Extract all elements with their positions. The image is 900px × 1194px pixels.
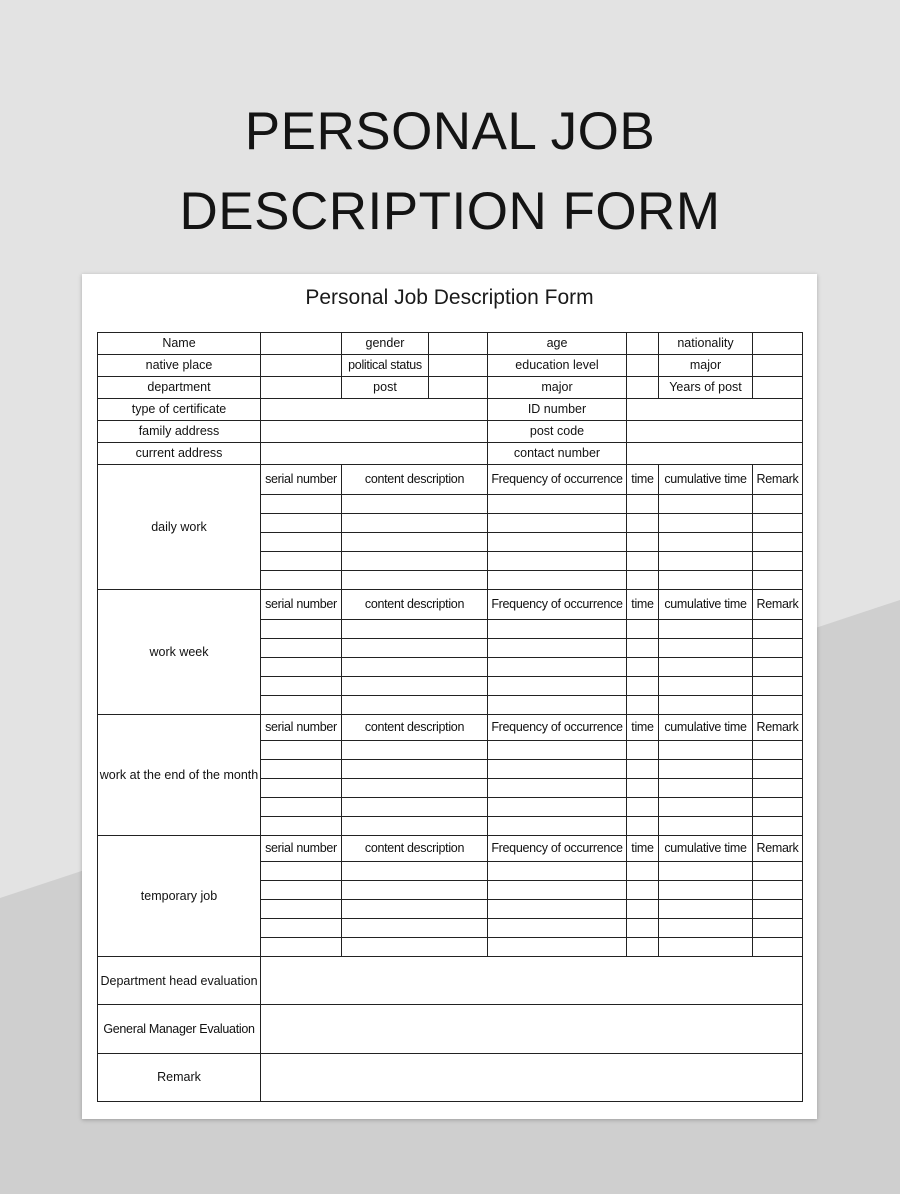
label-family-address: family address xyxy=(98,421,261,443)
field-family-address[interactable] xyxy=(261,421,488,443)
info-row-6 xyxy=(98,443,803,465)
entry-cell-frequency-of-occurrence[interactable] xyxy=(488,533,627,552)
entry-cell-remark[interactable] xyxy=(753,919,803,938)
label-department: department xyxy=(98,377,261,399)
entry-cell-content-description[interactable] xyxy=(342,571,488,590)
entry-cell-remark[interactable] xyxy=(753,514,803,533)
entry-cell-content-description[interactable] xyxy=(342,696,488,715)
entry-cell-frequency-of-occurrence[interactable] xyxy=(488,514,627,533)
column-header-serial-number: serial number xyxy=(261,465,342,495)
label-general-manager-evaluation: General Manager Evaluation xyxy=(98,1005,261,1054)
column-header-time: time xyxy=(627,590,659,620)
entry-cell-serial-number[interactable] xyxy=(261,495,342,514)
info-row-1 xyxy=(98,333,803,355)
entry-cell-serial-number[interactable] xyxy=(261,900,342,919)
column-header-time: time xyxy=(627,836,659,862)
section-label: work at the end of the month xyxy=(98,715,261,836)
field-major[interactable] xyxy=(753,355,803,377)
section-label: daily work xyxy=(98,465,261,590)
label-political-status: political status xyxy=(342,355,429,377)
entry-cell-cumulative-time[interactable] xyxy=(659,552,753,571)
label-type-of-certificate: type of certificate xyxy=(98,399,261,421)
entry-cell-frequency-of-occurrence[interactable] xyxy=(488,639,627,658)
page-heading xyxy=(0,92,900,252)
column-header-content-description: content description xyxy=(342,715,488,741)
field-post-code[interactable] xyxy=(627,421,803,443)
entry-cell-serial-number[interactable] xyxy=(261,533,342,552)
field-type-of-certificate[interactable] xyxy=(261,399,488,421)
entry-cell-content-description[interactable] xyxy=(342,817,488,836)
entry-cell-serial-number[interactable] xyxy=(261,817,342,836)
section-header-row xyxy=(98,590,803,620)
entry-cell-serial-number[interactable] xyxy=(261,862,342,881)
entry-cell-remark[interactable] xyxy=(753,658,803,677)
entry-cell-serial-number[interactable] xyxy=(261,639,342,658)
entry-cell-content-description[interactable] xyxy=(342,620,488,639)
entry-cell-frequency-of-occurrence[interactable] xyxy=(488,817,627,836)
entry-cell-time[interactable] xyxy=(627,495,659,514)
entry-cell-content-description[interactable] xyxy=(342,900,488,919)
label-remark: Remark xyxy=(98,1054,261,1102)
entry-cell-cumulative-time[interactable] xyxy=(659,798,753,817)
label-major-2: major xyxy=(488,377,627,399)
section-header-row xyxy=(98,715,803,741)
field-department-head-evaluation[interactable] xyxy=(261,957,803,1005)
column-header-frequency-of-occurrence: Frequency of occurrence xyxy=(488,715,627,741)
field-political-status[interactable] xyxy=(429,355,488,377)
section-header-row xyxy=(98,836,803,862)
entry-cell-time[interactable] xyxy=(627,514,659,533)
entry-cell-content-description[interactable] xyxy=(342,862,488,881)
entry-cell-content-description[interactable] xyxy=(342,533,488,552)
entry-cell-content-description[interactable] xyxy=(342,779,488,798)
entry-cell-time[interactable] xyxy=(627,639,659,658)
entry-cell-serial-number[interactable] xyxy=(261,760,342,779)
page-heading-line-1: PERSONAL JOB xyxy=(244,102,656,161)
entry-cell-time[interactable] xyxy=(627,620,659,639)
entry-cell-cumulative-time[interactable] xyxy=(659,900,753,919)
column-header-frequency-of-occurrence: Frequency of occurrence xyxy=(488,836,627,862)
label-nationality: nationality xyxy=(659,333,753,355)
entry-cell-remark[interactable] xyxy=(753,798,803,817)
entry-cell-time[interactable] xyxy=(627,677,659,696)
entry-cell-content-description[interactable] xyxy=(342,677,488,696)
entry-cell-remark[interactable] xyxy=(753,900,803,919)
column-header-remark: Remark xyxy=(753,465,803,495)
entry-cell-cumulative-time[interactable] xyxy=(659,620,753,639)
entry-cell-frequency-of-occurrence[interactable] xyxy=(488,760,627,779)
entry-cell-time[interactable] xyxy=(627,900,659,919)
entry-cell-remark[interactable] xyxy=(753,741,803,760)
label-name: Name xyxy=(98,333,261,355)
field-current-address[interactable] xyxy=(261,443,488,465)
field-name[interactable] xyxy=(261,333,342,355)
field-major-2[interactable] xyxy=(627,377,659,399)
entry-cell-cumulative-time[interactable] xyxy=(659,862,753,881)
entry-cell-time[interactable] xyxy=(627,817,659,836)
field-contact-number[interactable] xyxy=(627,443,803,465)
entry-cell-cumulative-time[interactable] xyxy=(659,779,753,798)
entry-cell-cumulative-time[interactable] xyxy=(659,533,753,552)
entry-cell-remark[interactable] xyxy=(753,881,803,900)
entry-cell-cumulative-time[interactable] xyxy=(659,696,753,715)
entry-cell-serial-number[interactable] xyxy=(261,798,342,817)
entry-cell-remark[interactable] xyxy=(753,779,803,798)
entry-cell-frequency-of-occurrence[interactable] xyxy=(488,900,627,919)
entry-cell-content-description[interactable] xyxy=(342,760,488,779)
entry-cell-serial-number[interactable] xyxy=(261,741,342,760)
column-header-frequency-of-occurrence: Frequency of occurrence xyxy=(488,590,627,620)
field-post[interactable] xyxy=(429,377,488,399)
entry-cell-content-description[interactable] xyxy=(342,658,488,677)
column-header-content-description: content description xyxy=(342,590,488,620)
entry-cell-remark[interactable] xyxy=(753,760,803,779)
entry-cell-serial-number[interactable] xyxy=(261,514,342,533)
field-age[interactable] xyxy=(627,333,659,355)
entry-cell-serial-number[interactable] xyxy=(261,938,342,957)
entry-cell-remark[interactable] xyxy=(753,571,803,590)
entry-cell-time[interactable] xyxy=(627,798,659,817)
entry-cell-remark[interactable] xyxy=(753,533,803,552)
label-current-address: current address xyxy=(98,443,261,465)
entry-cell-serial-number[interactable] xyxy=(261,552,342,571)
entry-cell-remark[interactable] xyxy=(753,639,803,658)
evaluation-row-department-head xyxy=(98,957,803,1005)
section-label: work week xyxy=(98,590,261,715)
entry-cell-serial-number[interactable] xyxy=(261,677,342,696)
entry-cell-time[interactable] xyxy=(627,658,659,677)
column-header-content-description: content description xyxy=(342,465,488,495)
label-post: post xyxy=(342,377,429,399)
entry-cell-cumulative-time[interactable] xyxy=(659,495,753,514)
entry-cell-frequency-of-occurrence[interactable] xyxy=(488,741,627,760)
label-gender: gender xyxy=(342,333,429,355)
entry-cell-content-description[interactable] xyxy=(342,552,488,571)
entry-cell-remark[interactable] xyxy=(753,552,803,571)
field-general-manager-evaluation[interactable] xyxy=(261,1005,803,1054)
entry-cell-time[interactable] xyxy=(627,571,659,590)
entry-cell-time[interactable] xyxy=(627,779,659,798)
entry-cell-time[interactable] xyxy=(627,696,659,715)
field-id-number[interactable] xyxy=(627,399,803,421)
field-education-level[interactable] xyxy=(627,355,659,377)
work-sections xyxy=(98,465,803,957)
entry-cell-frequency-of-occurrence[interactable] xyxy=(488,696,627,715)
entry-cell-content-description[interactable] xyxy=(342,919,488,938)
entry-cell-frequency-of-occurrence[interactable] xyxy=(488,779,627,798)
column-header-cumulative-time: cumulative time xyxy=(659,590,753,620)
info-row-4 xyxy=(98,399,803,421)
entry-cell-content-description[interactable] xyxy=(342,938,488,957)
entry-cell-time[interactable] xyxy=(627,741,659,760)
entry-cell-serial-number[interactable] xyxy=(261,919,342,938)
entry-cell-frequency-of-occurrence[interactable] xyxy=(488,798,627,817)
entry-cell-time[interactable] xyxy=(627,938,659,957)
entry-cell-remark[interactable] xyxy=(753,817,803,836)
entry-cell-cumulative-time[interactable] xyxy=(659,919,753,938)
form-sheet xyxy=(82,274,817,1119)
entry-cell-time[interactable] xyxy=(627,881,659,900)
entry-cell-frequency-of-occurrence[interactable] xyxy=(488,677,627,696)
label-id-number: ID number xyxy=(488,399,627,421)
label-contact-number: contact number xyxy=(488,443,627,465)
label-major: major xyxy=(659,355,753,377)
field-native-place[interactable] xyxy=(261,355,342,377)
label-native-place: native place xyxy=(98,355,261,377)
label-education-level: education level xyxy=(488,355,627,377)
label-post-code: post code xyxy=(488,421,627,443)
label-department-head-evaluation: Department head evaluation xyxy=(98,957,261,1005)
entry-cell-frequency-of-occurrence[interactable] xyxy=(488,881,627,900)
entry-cell-remark[interactable] xyxy=(753,620,803,639)
info-row-2 xyxy=(98,355,803,377)
column-header-serial-number: serial number xyxy=(261,836,342,862)
column-header-frequency-of-occurrence: Frequency of occurrence xyxy=(488,465,627,495)
page-heading-line-2: DESCRIPTION FORM xyxy=(179,182,721,241)
entry-cell-cumulative-time[interactable] xyxy=(659,639,753,658)
entry-cell-content-description[interactable] xyxy=(342,639,488,658)
entry-cell-cumulative-time[interactable] xyxy=(659,760,753,779)
entry-cell-cumulative-time[interactable] xyxy=(659,571,753,590)
column-header-serial-number: serial number xyxy=(261,590,342,620)
entry-cell-serial-number[interactable] xyxy=(261,658,342,677)
evaluation-row-general-manager xyxy=(98,1005,803,1054)
entry-cell-serial-number[interactable] xyxy=(261,779,342,798)
label-age: age xyxy=(488,333,627,355)
entry-cell-time[interactable] xyxy=(627,760,659,779)
entry-cell-frequency-of-occurrence[interactable] xyxy=(488,571,627,590)
entry-cell-cumulative-time[interactable] xyxy=(659,741,753,760)
entry-cell-content-description[interactable] xyxy=(342,798,488,817)
field-years-of-post[interactable] xyxy=(753,377,803,399)
entry-cell-time[interactable] xyxy=(627,552,659,571)
entry-cell-content-description[interactable] xyxy=(342,881,488,900)
entry-cell-frequency-of-occurrence[interactable] xyxy=(488,919,627,938)
entry-cell-serial-number[interactable] xyxy=(261,881,342,900)
entry-cell-serial-number[interactable] xyxy=(261,620,342,639)
entry-cell-serial-number[interactable] xyxy=(261,696,342,715)
column-header-time: time xyxy=(627,465,659,495)
entry-cell-serial-number[interactable] xyxy=(261,571,342,590)
entry-cell-remark[interactable] xyxy=(753,862,803,881)
entry-cell-time[interactable] xyxy=(627,862,659,881)
column-header-time: time xyxy=(627,715,659,741)
column-header-remark: Remark xyxy=(753,715,803,741)
entry-cell-frequency-of-occurrence[interactable] xyxy=(488,862,627,881)
column-header-cumulative-time: cumulative time xyxy=(659,465,753,495)
entry-cell-cumulative-time[interactable] xyxy=(659,677,753,696)
info-row-5 xyxy=(98,421,803,443)
entry-cell-frequency-of-occurrence[interactable] xyxy=(488,658,627,677)
entry-cell-cumulative-time[interactable] xyxy=(659,514,753,533)
entry-cell-cumulative-time[interactable] xyxy=(659,938,753,957)
column-header-cumulative-time: cumulative time xyxy=(659,715,753,741)
entry-cell-remark[interactable] xyxy=(753,696,803,715)
entry-cell-frequency-of-occurrence[interactable] xyxy=(488,620,627,639)
entry-cell-content-description[interactable] xyxy=(342,495,488,514)
entry-cell-cumulative-time[interactable] xyxy=(659,658,753,677)
column-header-remark: Remark xyxy=(753,836,803,862)
column-header-content-description: content description xyxy=(342,836,488,862)
entry-cell-remark[interactable] xyxy=(753,938,803,957)
entry-cell-frequency-of-occurrence[interactable] xyxy=(488,552,627,571)
column-header-cumulative-time: cumulative time xyxy=(659,836,753,862)
entry-cell-time[interactable] xyxy=(627,533,659,552)
entry-cell-remark[interactable] xyxy=(753,677,803,696)
entry-cell-cumulative-time[interactable] xyxy=(659,817,753,836)
entry-cell-content-description[interactable] xyxy=(342,514,488,533)
entry-cell-frequency-of-occurrence[interactable] xyxy=(488,495,627,514)
entry-cell-time[interactable] xyxy=(627,919,659,938)
entry-cell-frequency-of-occurrence[interactable] xyxy=(488,938,627,957)
job-description-table xyxy=(97,332,803,1102)
field-department[interactable] xyxy=(261,377,342,399)
entry-cell-content-description[interactable] xyxy=(342,741,488,760)
label-years-of-post: Years of post xyxy=(659,377,753,399)
entry-cell-remark[interactable] xyxy=(753,495,803,514)
column-header-serial-number: serial number xyxy=(261,715,342,741)
form-title: Personal Job Description Form xyxy=(305,286,594,309)
info-row-3 xyxy=(98,377,803,399)
section-label: temporary job xyxy=(98,836,261,957)
field-remark[interactable] xyxy=(261,1054,803,1102)
field-gender[interactable] xyxy=(429,333,488,355)
entry-cell-cumulative-time[interactable] xyxy=(659,881,753,900)
evaluation-row-remark xyxy=(98,1054,803,1102)
column-header-remark: Remark xyxy=(753,590,803,620)
field-nationality[interactable] xyxy=(753,333,803,355)
section-header-row xyxy=(98,465,803,495)
